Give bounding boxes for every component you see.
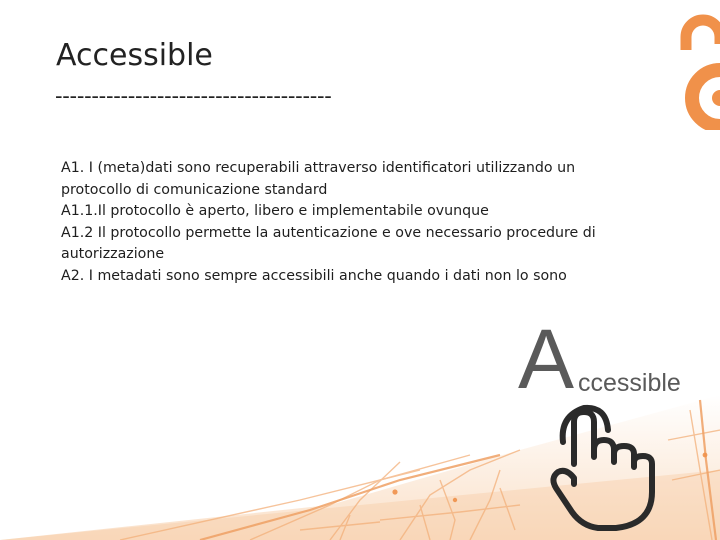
accessible-logo — [516, 312, 706, 540]
slide-body — [61, 158, 631, 287]
slide-title: Accessible — [56, 38, 213, 73]
body-line: A1.1.Il protocollo è aperto, libero e implementabile ovunque — [61, 203, 489, 219]
body-line: protocollo di comunicazione standard — [61, 181, 328, 198]
body-line: A1.2 Il protocollo permette la autenticazione e ove necessario procedure di — [61, 224, 596, 241]
accessible-logo-letter: A — [518, 312, 575, 406]
open-access-icon — [676, 6, 720, 130]
body-line: A1. I (meta)dati sono recuperabili attraverso identificatori utilizzando un — [61, 160, 576, 176]
body-line: autorizzazione — [61, 246, 165, 262]
title-separator: -------------------------------------- — [55, 84, 332, 108]
pointing-hand-icon — [553, 408, 652, 528]
accessible-logo-word: ccessible — [578, 369, 681, 397]
body-line: A2. I metadati sono sempre accessibili anche quando i dati non lo sono — [61, 267, 567, 284]
